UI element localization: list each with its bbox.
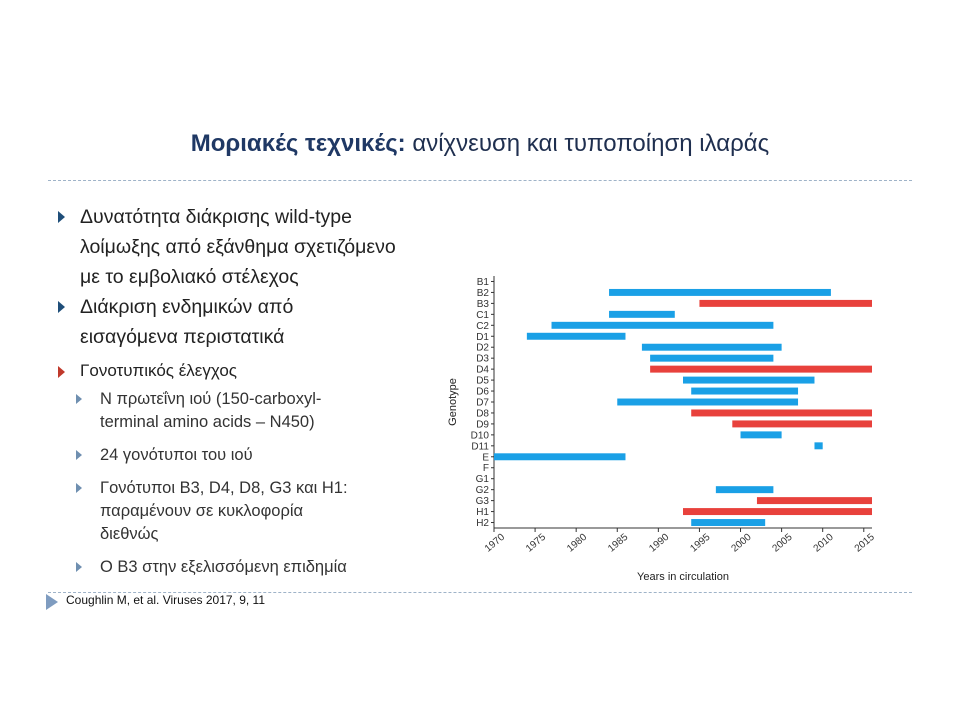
y-tick-label: G2 — [475, 485, 489, 497]
range-bar-D5 — [683, 377, 814, 384]
y-tick-label: E — [482, 452, 489, 464]
y-tick-label: F — [482, 463, 489, 475]
y-tick-label: G3 — [475, 496, 489, 508]
bullet-line: διεθνώς — [100, 525, 159, 543]
range-bar-C2 — [552, 322, 774, 329]
subbullet-arrow-icon — [76, 394, 82, 404]
x-tick-label: 1995 — [688, 531, 713, 555]
y-tick-label: D10 — [470, 430, 489, 442]
y-tick-label: B3 — [476, 298, 489, 310]
footer-arrow-icon — [46, 594, 58, 610]
bullet-line: Γονοτυπικός έλεγχος — [80, 361, 237, 380]
x-tick-label: 1985 — [606, 531, 631, 555]
x-tick-label: 2010 — [811, 531, 836, 555]
slide-title — [0, 130, 960, 158]
y-tick-label: H1 — [476, 507, 489, 519]
bullet-line: παραμένουν σε κυκλοφορία — [100, 502, 304, 520]
subbullet-b3-epidemic — [56, 556, 456, 579]
y-tick-label: C2 — [476, 320, 489, 332]
y-tick-label: D8 — [476, 408, 489, 420]
range-bar-D11 — [814, 442, 822, 449]
bullet-arrow-icon — [58, 301, 65, 313]
bullet-genotyping — [56, 358, 456, 384]
citation: Coughlin M, et al. Viruses 2017, 9, 11 — [66, 593, 266, 607]
subbullet-arrow-icon — [76, 562, 82, 572]
bullet-endemic — [56, 292, 456, 352]
title-divider — [48, 180, 912, 181]
y-tick-label: D7 — [476, 397, 489, 409]
genotype-timeline-chart — [442, 268, 882, 586]
bullet-line: εισαγόμενα περιστατικά — [80, 326, 285, 348]
x-axis-label: Years in circulation — [637, 571, 729, 583]
slide-title-rest: ανίχνευση και τυποποίηση ιλαράς — [412, 130, 770, 157]
range-bar-H1 — [683, 508, 872, 515]
range-bar-H2 — [691, 519, 765, 526]
range-bar-G3 — [757, 497, 872, 504]
bullet-line: με το εμβολιακό στέλεχος — [80, 266, 299, 288]
range-bar-D1 — [527, 333, 626, 340]
y-tick-label: H2 — [476, 518, 489, 530]
range-bar-D7 — [617, 399, 798, 406]
range-bar-D8 — [691, 409, 872, 416]
range-bar-D10 — [741, 431, 782, 438]
x-tick-label: 2005 — [770, 531, 795, 555]
y-tick-label: C1 — [476, 309, 489, 321]
subbullet-n-protein — [56, 388, 456, 434]
y-tick-label: B2 — [476, 287, 489, 299]
range-bar-D9 — [732, 420, 872, 427]
y-tick-label: D2 — [476, 342, 489, 354]
subbullet-24-genotypes — [56, 444, 456, 467]
bullet-line: Διάκριση ενδημικών από — [80, 296, 294, 318]
x-tick-label: 1980 — [565, 531, 590, 555]
y-tick-label: D1 — [476, 331, 489, 343]
range-bar-D4 — [650, 366, 872, 373]
y-tick-label: B1 — [476, 276, 489, 288]
bullet-line: 24 γονότυποι του ιού — [100, 446, 253, 464]
y-tick-label: D5 — [476, 375, 489, 387]
x-tick-label: 2015 — [852, 531, 877, 555]
range-bar-D3 — [650, 355, 773, 362]
bullet-line: N πρωτεΐνη ιού (150-carboxyl- — [100, 390, 322, 408]
x-tick-label: 2000 — [729, 531, 754, 555]
bullet-arrow-icon — [58, 366, 65, 378]
subbullet-arrow-icon — [76, 450, 82, 460]
bullet-line: Γονότυποι B3, D4, D8, G3 και H1: — [100, 479, 348, 497]
y-tick-label: D4 — [476, 364, 489, 376]
bullet-line: terminal amino acids – N450) — [100, 413, 315, 431]
bullet-line: Δυνατότητα διάκρισης wild-type — [80, 206, 352, 228]
range-bar-D6 — [691, 388, 798, 395]
range-bar-B3 — [699, 300, 872, 307]
slide-title-bold: Μοριακές τεχνικές: — [190, 130, 406, 157]
range-bar-G2 — [716, 486, 774, 493]
range-bar-D2 — [642, 344, 782, 351]
x-tick-label: 1975 — [523, 531, 549, 555]
y-axis-label: Genotype — [447, 378, 459, 426]
y-tick-label: D6 — [476, 386, 489, 398]
range-bar-B2 — [609, 289, 831, 296]
bullet-list — [56, 202, 456, 579]
range-bar-E — [494, 453, 625, 460]
y-tick-label: G1 — [475, 474, 489, 486]
subbullet-circulating — [56, 477, 456, 546]
range-bar-C1 — [609, 311, 675, 318]
bullet-arrow-icon — [58, 211, 65, 223]
y-tick-label: D3 — [476, 353, 489, 365]
x-tick-label: 1990 — [647, 531, 672, 555]
bullet-line: λοίμωξης από εξάνθημα σχετιζόμενο — [80, 236, 396, 258]
bullet-wild-type — [56, 202, 456, 292]
y-tick-label: D11 — [471, 441, 489, 453]
x-tick-label: 1970 — [482, 531, 508, 555]
subbullet-arrow-icon — [76, 483, 82, 493]
y-tick-label: D9 — [476, 419, 489, 431]
bullet-line: O B3 στην εξελισσόμενη επιδημία — [100, 558, 347, 576]
